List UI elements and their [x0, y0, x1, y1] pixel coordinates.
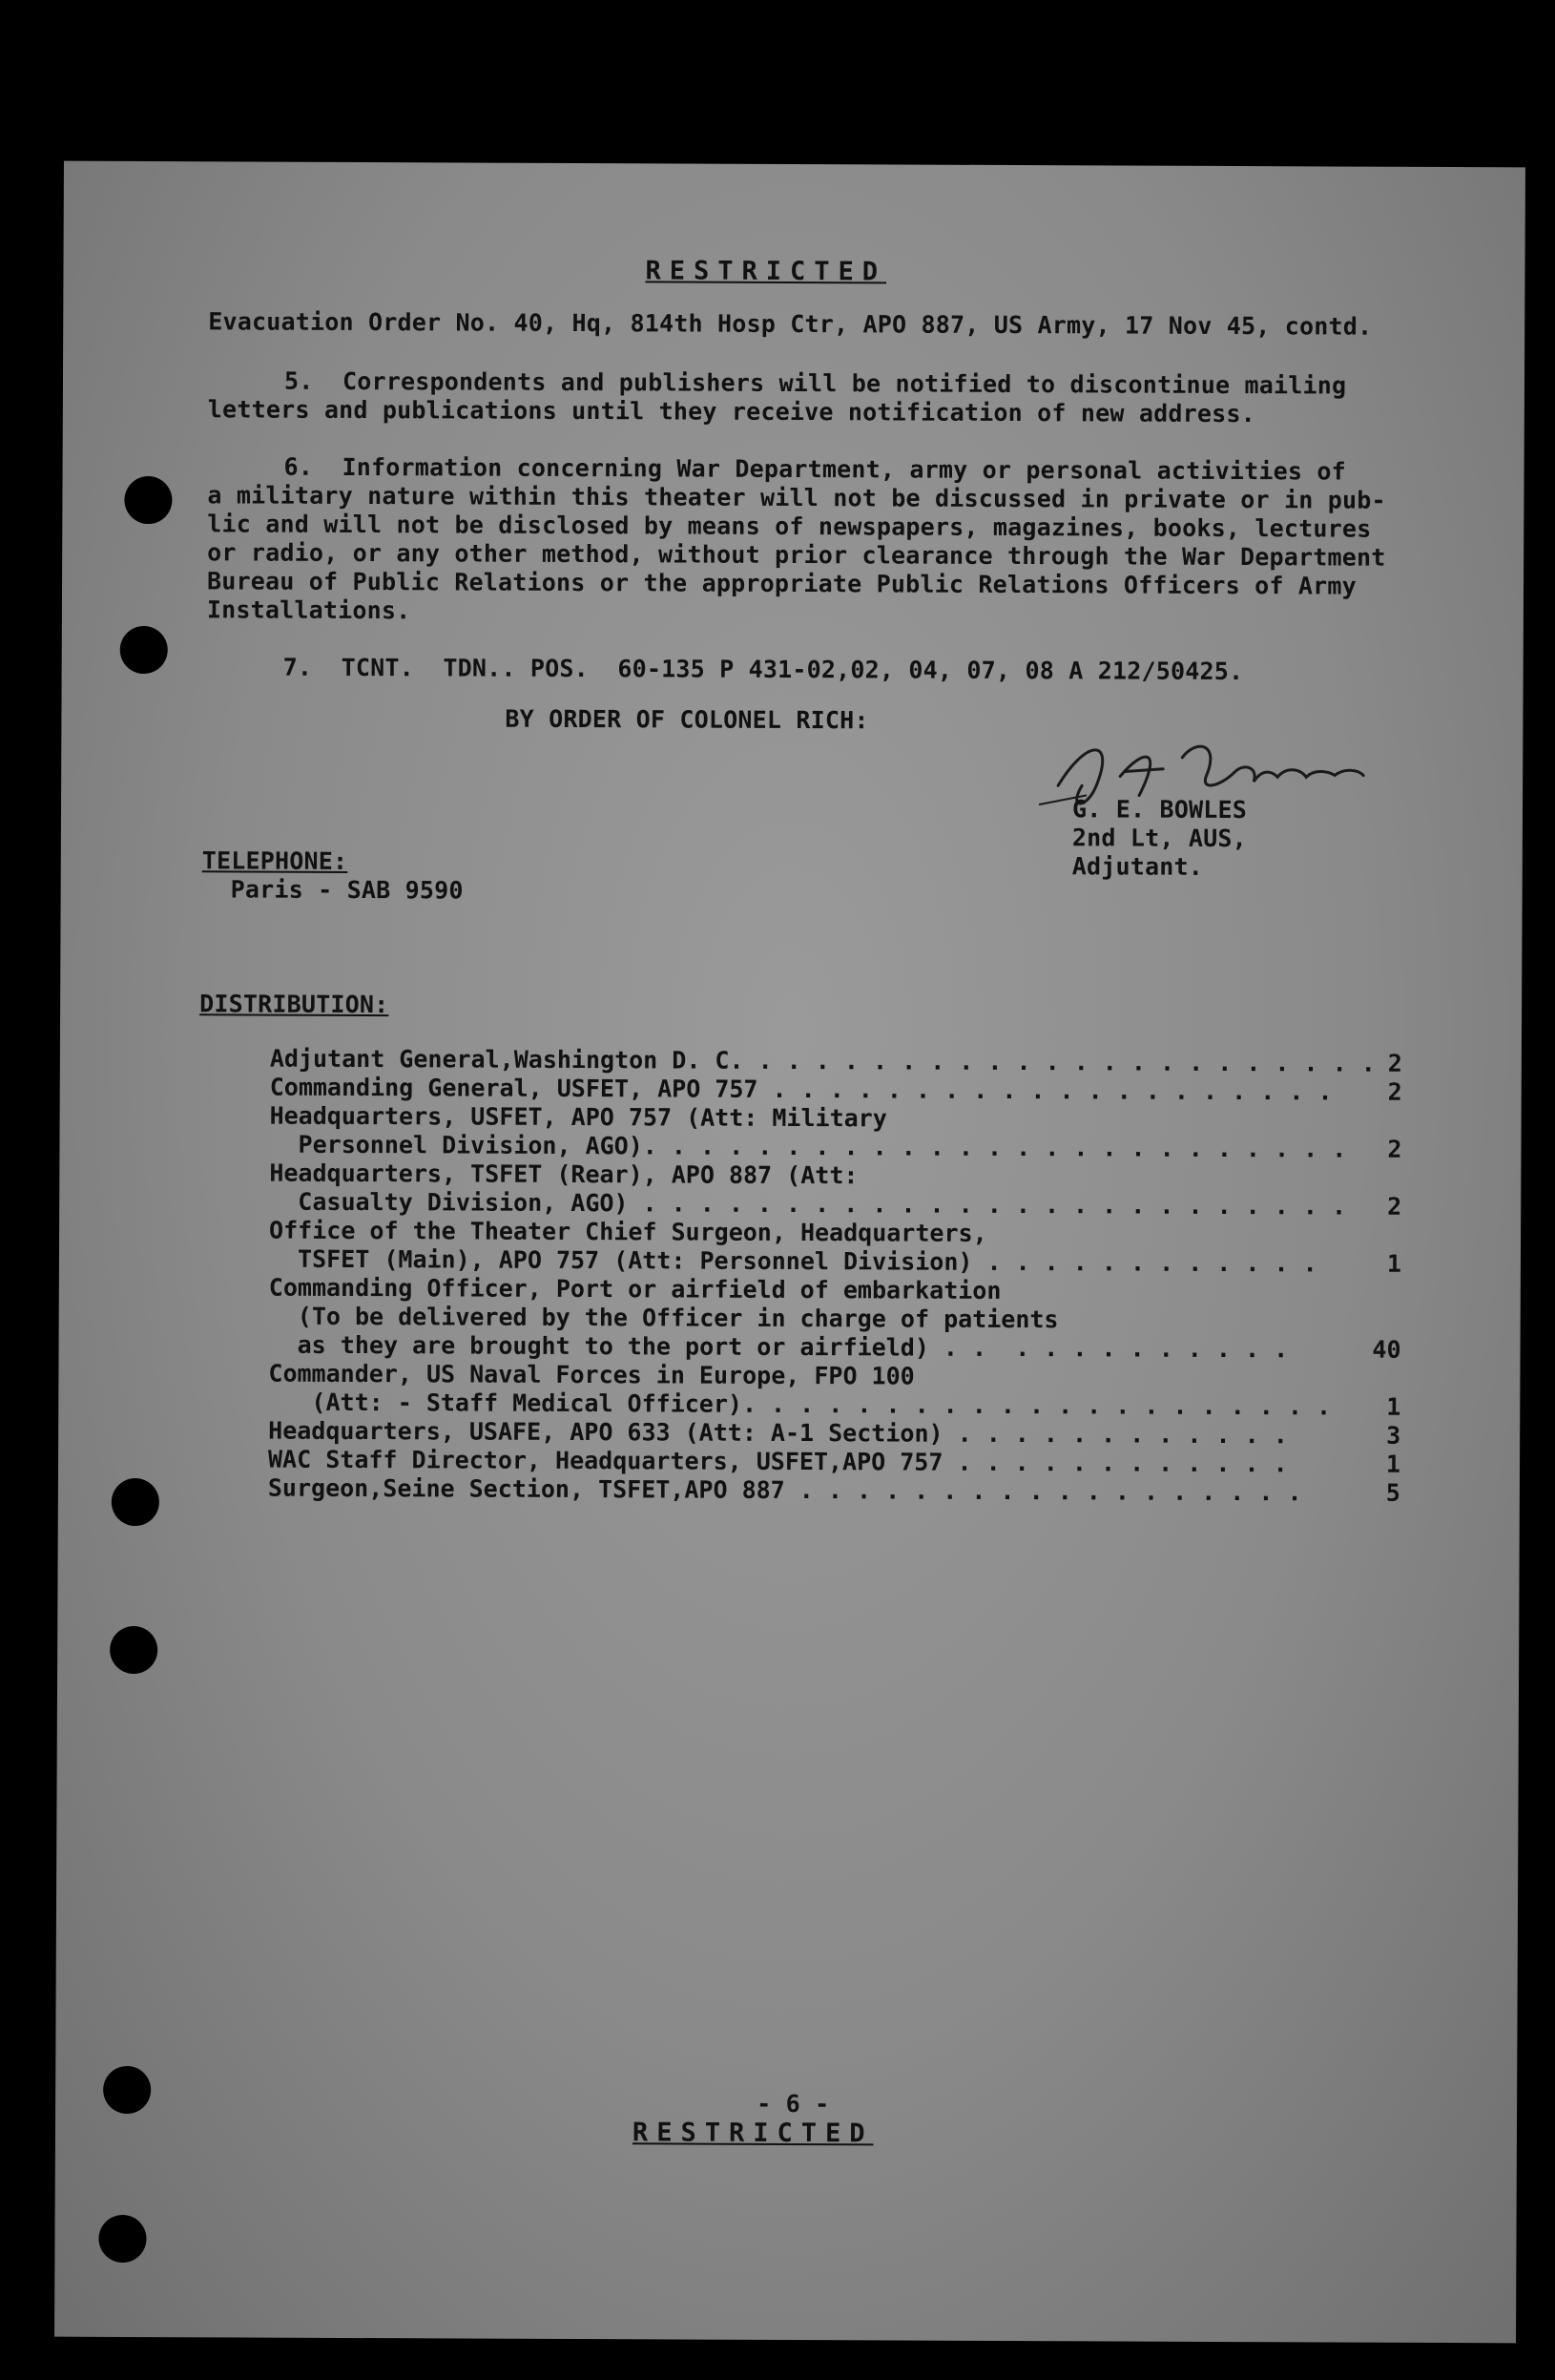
list-item: Commanding General, USFET, APO 757 . . . . . . . . . . . . . . . . . . . . 2	[269, 1073, 1402, 1106]
list-item: Surgeon,Seine Section, TSFET,APO 887 . . . . . . . . . . . . . . . . . . 5	[267, 1473, 1400, 1507]
punch-hole	[103, 2066, 151, 2114]
paragraph-6-line-3: lic and will not be disclosed by means of newspapers, magazines, books, lectures	[207, 510, 1372, 543]
distribution-list	[60, 1044, 1522, 1507]
punch-hole	[124, 476, 172, 524]
telephone-value: Paris - SAB 9590	[230, 875, 464, 905]
page-number: - 6 -	[757, 2089, 830, 2119]
paragraph-7: 7. TCNT. TDN.. POS. 60-135 P 431-02,02, 04, 07, 08 A 212/50425.	[282, 653, 1244, 686]
paragraph-6-line-4: or radio, or any other method, without prior clearance through the War Department	[207, 538, 1386, 572]
distribution-label: DISTRIBUTION:	[199, 990, 389, 1019]
list-item: (To be delivered by the Officer in charge of patients	[268, 1302, 1059, 1334]
punch-hole	[120, 626, 168, 674]
list-item: as they are brought to the port or airfield) . . . . . . . . . . . . 40	[268, 1330, 1401, 1364]
list-item: Personnel Division, AGO). . . . . . . . . . . . . . . . . . . . . . . . . 2	[269, 1130, 1402, 1163]
punch-hole	[110, 1626, 157, 1674]
list-item: Commanding Officer, Port or airfield of embarkation	[268, 1273, 1002, 1305]
list-item: Commander, US Naval Forces in Europe, FPO 100	[268, 1359, 915, 1390]
list-item: (Att: - Staff Medical Officer). . . . . . . . . . . . . . . . . . . . . 1	[268, 1388, 1401, 1421]
list-item: Headquarters, USAFE, APO 633 (Att: A-1 Section) . . . . . . . . . . . . 3	[268, 1416, 1401, 1450]
list-item: Office of the Theater Chief Surgeon, Headquarters,	[269, 1216, 987, 1247]
paragraph-6-line-5: Bureau of Public Relations or the appropriate Public Relations Officers of Army	[206, 567, 1357, 600]
order-line: BY ORDER OF COLONEL RICH:	[505, 704, 869, 735]
list-item: Headquarters, USFET, APO 757 (Att: Military	[269, 1101, 887, 1133]
list-item: TSFET (Main), APO 757 (Att: Personnel Division) . . . . . . . . . . . . 1	[268, 1244, 1402, 1278]
telephone-label: TELEPHONE:	[201, 846, 348, 875]
paragraph-6-line-2: a military nature within this theater will not be discussed in private or in pub-	[207, 481, 1386, 514]
footer-restricted: RESTRICTED	[632, 2118, 874, 2149]
order-subheader: Evacuation Order No. 40, Hq, 814th Hosp Ctr, APO 887, US Army, 17 Nov 45, contd.	[208, 307, 1373, 341]
header-restricted: RESTRICTED	[645, 256, 887, 287]
document-page	[54, 161, 1525, 2344]
paragraph-5-line-1: 5. Correspondents and publishers will be notified to discontinue mailing	[283, 366, 1347, 400]
list-item: Headquarters, TSFET (Rear), APO 887 (Att:	[269, 1159, 859, 1190]
paragraph-5-line-2: letters and publications until they receive notification of new address.	[207, 395, 1255, 428]
signature-name: G. E. BOWLES	[1071, 795, 1248, 825]
list-item: WAC Staff Director, Headquarters, USFET,APO 757 . . . . . . . . . . . . 1	[267, 1445, 1401, 1478]
paragraph-6-line-1: 6. Information concerning War Department, army or personal activities of	[283, 452, 1346, 486]
list-item: Adjutant General,Washington D. C. . . . . . . . . . . . . . . . . . . . . . . 2	[269, 1044, 1402, 1077]
signature-rank: 2nd Lt, AUS,	[1071, 824, 1247, 853]
signature-title: Adjutant.	[1071, 852, 1204, 881]
paragraph-6-line-6: Installations.	[206, 595, 411, 625]
punch-hole	[98, 2215, 146, 2263]
list-item: Casualty Division, AGO) . . . . . . . . . . . . . . . . . . . . . . . . . 2	[269, 1187, 1402, 1221]
